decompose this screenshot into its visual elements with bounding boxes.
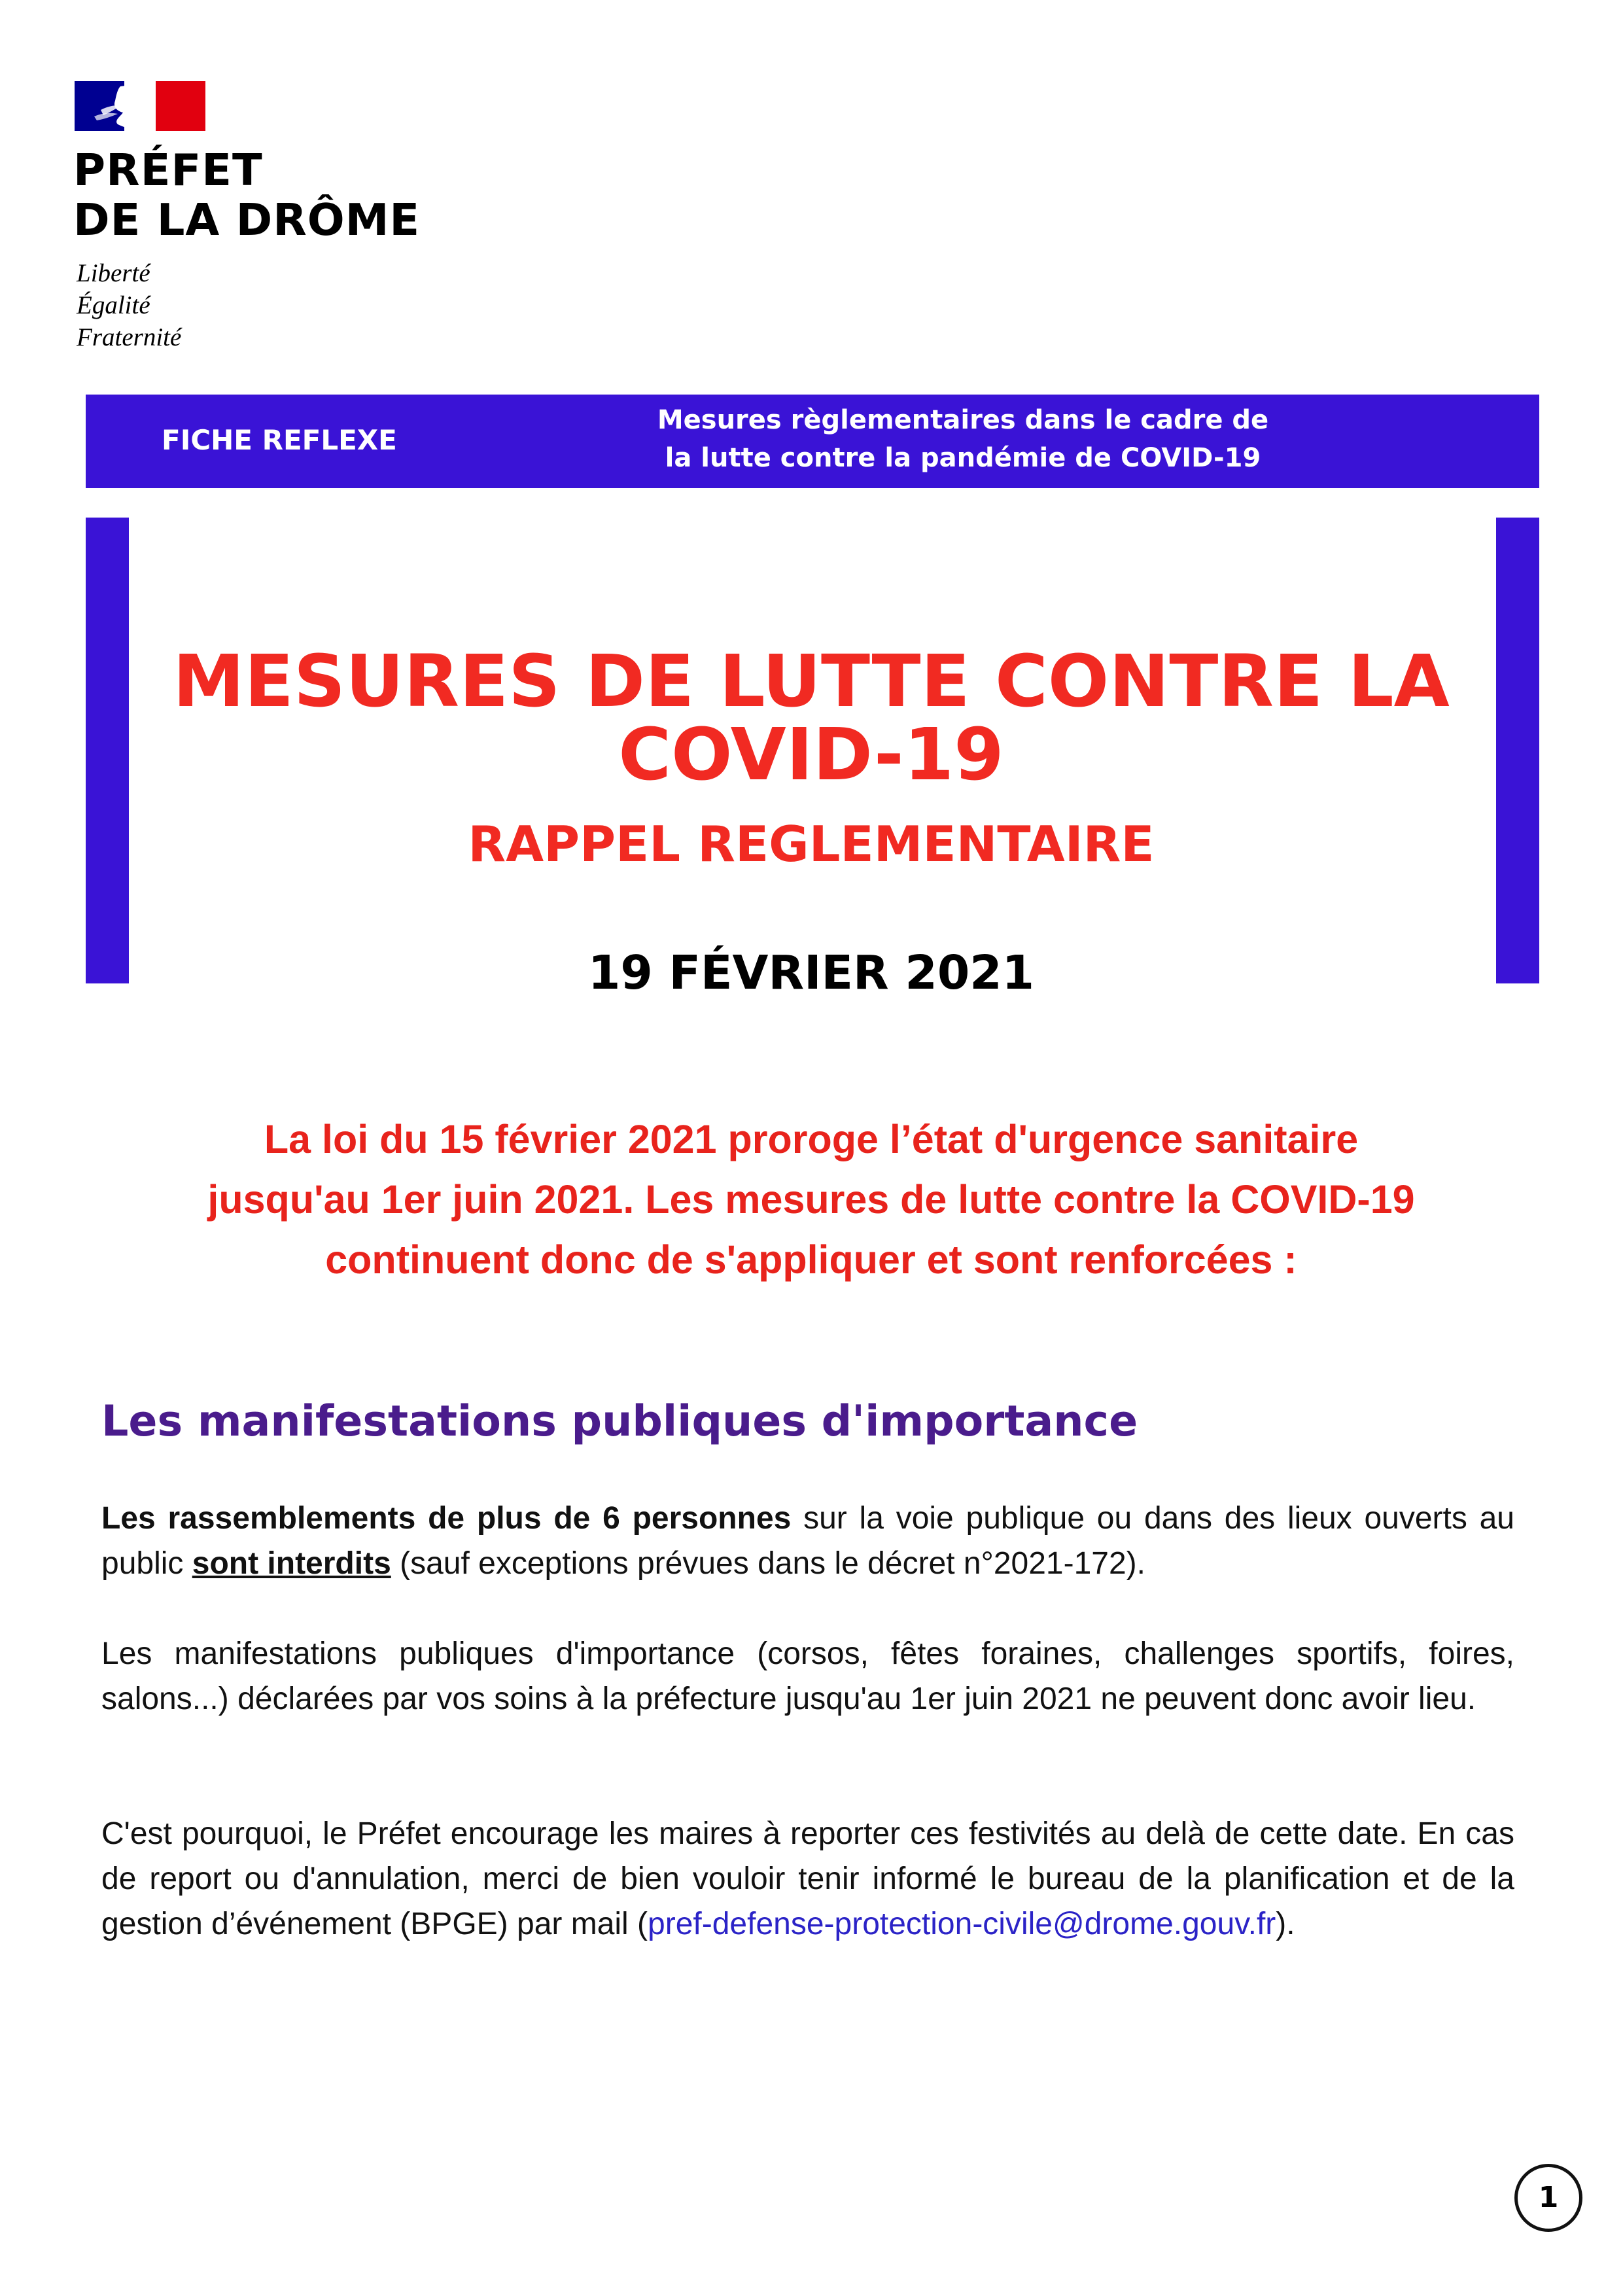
paragraph-events: Les manifestations publiques d'importance (corsos, fêtes foraines, challenges sportifs, foires, salons...) déclarées par vos soins à la préfecture jusqu'au 1er juin 2021 ne peuvent donc avoir lieu. (101, 1636, 1514, 1716)
motto-egalite: Égalité (77, 291, 150, 319)
banner-description (620, 401, 1306, 477)
intro-statement (118, 1109, 1505, 1290)
banner-description-line-1: Mesures règlementaires dans le cadre de (657, 405, 1269, 435)
paragraph-gatherings (101, 1496, 1514, 1586)
gatherings-lead: Les rassemblements de plus de 6 personnes (101, 1501, 792, 1536)
fiche-reflexe-banner (86, 395, 1539, 488)
page-number: 1 (1514, 2164, 1582, 2232)
page-subtitle: RAPPEL REGLEMENTAIRE (468, 815, 1155, 873)
right-accent-bar (1496, 518, 1539, 983)
intro-line-3: continuent donc de s'appliquer et sont renforcées : (325, 1237, 1297, 1282)
intro-line-1: La loi du 15 février 2021 proroge l’état d'urgence sanitaire (264, 1117, 1359, 1161)
gatherings-text-a: sur la voie publique ou dans des lieux ouverts au public (101, 1501, 1515, 1581)
contact-email-link[interactable]: pref-defense-protection-civile@drome.gouv.fr (648, 1907, 1276, 1941)
logo-line-1: PRÉFET (73, 145, 263, 196)
publication-date: 19 FÉVRIER 2021 (587, 945, 1035, 1000)
banner-label: FICHE REFLEXE (162, 424, 397, 456)
paragraph-contact (101, 1811, 1514, 1947)
gatherings-prohibited: sont interdits (192, 1546, 391, 1581)
page-title-line-1: MESURES DE LUTTE CONTRE LA (173, 639, 1450, 723)
contact-end: ). (1276, 1907, 1295, 1941)
prefecture-title (73, 145, 420, 245)
motto-liberte: Liberté (77, 259, 150, 287)
page-title (170, 639, 1452, 796)
republic-motto (77, 257, 181, 353)
gatherings-text-b: (sauf exceptions prévues dans le décret n°2021-172). (391, 1546, 1145, 1581)
banner-description-line-2: la lutte contre la pandémie de COVID-19 (665, 443, 1261, 473)
intro-line-2: jusqu'au 1er juin 2021. Les mesures de lutte contre la COVID-19 (207, 1177, 1415, 1222)
motto-fraternite: Fraternité (77, 323, 182, 351)
left-accent-bar (86, 518, 129, 983)
section-heading: Les manifestations publiques d'importance (101, 1397, 1138, 1446)
page-title-line-2: COVID-19 (618, 713, 1004, 796)
logo-line-2: DE LA DRÔME (73, 194, 421, 245)
marianne-logo-icon (75, 81, 205, 131)
contact-text: C'est pourquoi, le Préfet encourage les maires à reporter ces festivités au delà de cette date. En cas de report ou d'annulation, merci de bien vouloir tenir informé le bureau de la planification et de la gestion d’événement (BPGE) par mail ( (101, 1816, 1514, 1941)
